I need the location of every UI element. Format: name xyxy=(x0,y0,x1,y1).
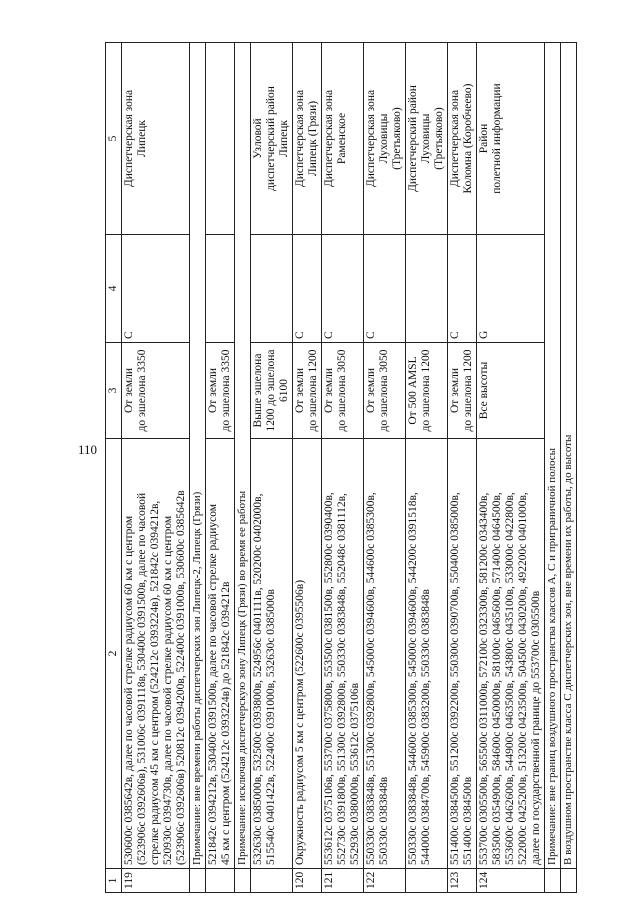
coordinate-line: 45 км с центром (524212с 0393224в) до 521842с 0394212в xyxy=(220,581,232,865)
coordinate-line: далее по государственной границе до 553700с 0305500в xyxy=(530,590,542,865)
coordinate-line: 521842с 0394212в, 530400с 0391500в, далее по часовой стрелке радиусом xyxy=(207,503,219,865)
class-cell xyxy=(406,235,448,343)
note-cell: Примечание: вне границ воздушного пространства классов А, С и приграничной полосы xyxy=(545,43,561,869)
table-row xyxy=(293,43,322,893)
note-cell: В воздушном пространстве класса С диспетчерских зон, вне времени их работы, до высоты xyxy=(561,43,577,869)
class-cell: G xyxy=(477,235,545,343)
table-row xyxy=(206,43,235,893)
row-number-cell xyxy=(545,869,561,893)
unit-line: Раменское xyxy=(336,112,348,165)
coordinates-cell xyxy=(406,439,448,869)
coordinates-cell xyxy=(251,439,293,869)
coordinate-line: 550330с 0383848в, 551300с 0392800в, 545000с 0394600в, 544600с 0385300в, xyxy=(365,492,377,865)
altitude-line: до эшелона 1200 xyxy=(307,349,319,432)
altitude-line: до эшелона 3050 xyxy=(378,349,390,432)
altitude-line: От земли xyxy=(365,367,377,414)
coordinate-line: 532630с 0385000в, 532500с 0393800в, 524956с 0401111в, 520200с 0402000в, xyxy=(252,493,264,865)
coordinates-cell xyxy=(477,439,545,869)
page-number: 110 xyxy=(78,442,98,457)
header-cell: 3 xyxy=(106,343,122,439)
rotated-table-container xyxy=(105,43,613,893)
altitude-line: От земли xyxy=(207,367,219,414)
altitude-cell xyxy=(322,343,364,439)
altitude-line: От 500 AMSL xyxy=(407,356,419,425)
table-row xyxy=(406,43,448,893)
coordinate-line: 551400с 0384500в xyxy=(462,776,474,865)
altitude-cell xyxy=(251,343,293,439)
coordinates-cell xyxy=(448,439,477,869)
unit-cell xyxy=(293,43,322,235)
header-row xyxy=(106,43,122,893)
header-cell: 4 xyxy=(106,235,122,343)
header-cell: 5 xyxy=(106,43,122,235)
note-row xyxy=(235,43,251,893)
altitude-line: 1200 до эшелона xyxy=(265,349,277,432)
unit-cell xyxy=(448,43,477,235)
coordinate-line: 515540с 0401422в, 522400с 0391000в, 532630с 0385000в xyxy=(265,589,277,865)
coordinate-line: 553612с 0375106в, 553700с 0375800в, 553500с 0381500в, 552800с 0390400в, xyxy=(323,492,335,865)
unit-line: Коломна (Коробчеево) xyxy=(462,83,474,194)
table-row xyxy=(251,43,293,893)
unit-cell xyxy=(477,43,545,235)
coordinate-line: (523906с 0392606в) 520812с 0394200в, 522400с 0391000в, 530600с 0385642в xyxy=(175,490,187,865)
note-row xyxy=(190,43,206,893)
unit-line: полетной информации xyxy=(491,83,503,194)
coordinate-line: стрелке радиусом 45 км с центром (524212с 0393224в), 521842с 0394212в, xyxy=(149,500,161,865)
altitude-line: до эшелона 3050 xyxy=(336,349,348,432)
coordinates-cell xyxy=(206,439,235,869)
unit-line: Луховицы xyxy=(378,113,390,164)
altitude-cell xyxy=(206,343,235,439)
unit-line: Диспетчерская зона xyxy=(294,89,306,188)
unit-line: Диспетчерская зона xyxy=(323,89,335,188)
altitude-line: От земли xyxy=(294,367,306,414)
row-number-cell xyxy=(406,869,448,893)
altitude-cell xyxy=(477,343,545,439)
altitude-line: От земли xyxy=(123,367,135,414)
unit-cell xyxy=(251,43,293,235)
coordinate-line: (523906с 0392606в), 531006с 0391118в, 530400с 0391500в, далее по часовой xyxy=(136,492,148,865)
altitude-line: до эшелона 1200 xyxy=(462,349,474,432)
header-cell: 1 xyxy=(106,869,122,893)
class-cell xyxy=(206,235,235,343)
class-cell: C xyxy=(322,235,364,343)
table-row xyxy=(364,43,406,893)
unit-line: Диспетчерская зона xyxy=(365,89,377,188)
unit-cell xyxy=(206,43,235,235)
row-number-cell: 122 xyxy=(364,869,406,893)
altitude-line: 6100 xyxy=(278,379,290,402)
unit-line: Липецк (Грязи) xyxy=(307,100,319,177)
coordinates-cell xyxy=(122,439,190,869)
unit-cell xyxy=(406,43,448,235)
coordinate-line: 553700с 0305500в, 565500с 0311000в, 572100с 0323300в, 581200с 0343400в, xyxy=(478,492,490,865)
unit-line: диспетчерский район xyxy=(265,86,277,191)
coordinate-line: 520930с 0394730в, далее по часовой стрелке радиусом 60 км с центром xyxy=(162,515,174,865)
coordinates-cell xyxy=(364,439,406,869)
table-row xyxy=(477,43,545,893)
coordinate-line: 552930с 0380000в, 553612с 0375106в xyxy=(349,682,361,865)
class-cell xyxy=(251,235,293,343)
unit-line: Район xyxy=(478,123,490,154)
coordinate-line: 550330с 0383848в xyxy=(378,776,390,865)
class-cell: C xyxy=(364,235,406,343)
altitude-line: до эшелона 3350 xyxy=(136,349,148,432)
header-cell: 2 xyxy=(106,439,122,869)
altitude-cell xyxy=(293,343,322,439)
altitude-line: От земли xyxy=(449,367,461,414)
row-number-cell: 119 xyxy=(122,869,190,893)
unit-line: Липецк xyxy=(136,120,148,157)
altitude-cell xyxy=(122,343,190,439)
altitude-cell xyxy=(406,343,448,439)
coordinates-cell xyxy=(293,439,322,869)
coordinate-line: 522000с 0425200в, 513200с 0423500в, 504500с 0430200в, 492200с 0401000в, xyxy=(517,492,529,865)
altitude-line: От земли xyxy=(323,367,335,414)
unit-line: (Третьяково) xyxy=(391,107,403,170)
table-row xyxy=(122,43,190,893)
altitude-line: Выше эшелона xyxy=(252,353,264,428)
coordinate-line: 583500с 0354900в, 584600с 0450000в, 581000с 0465600в, 571400с 0464500в, xyxy=(491,492,503,865)
class-cell: C xyxy=(122,235,190,343)
coordinate-line: 530600с 0385642в, далее по часовой стрелке радиусом 60 км с центром xyxy=(123,515,135,865)
row-number-cell xyxy=(206,869,235,893)
coordinate-line: 544000с 0384700в, 545900с 0383200в, 550330с 0383848в xyxy=(420,589,432,865)
coordinate-line: 552730с 0391800в, 551300с 0392800в, 550330с 0383848в, 552048с 0381112в, xyxy=(336,493,348,865)
row-number-cell xyxy=(251,869,293,893)
row-number-cell xyxy=(235,869,251,893)
table-row xyxy=(322,43,364,893)
coordinate-line: Окружность радиусом 5 км с центром (522600с 0395506в) xyxy=(294,579,306,865)
unit-cell xyxy=(364,43,406,235)
airspace-table xyxy=(105,42,577,893)
unit-line: (Третьяково) xyxy=(433,107,445,170)
note-cell: Примечание: исключая диспетчерскую зону Липецк (Грязи) во время ее работы xyxy=(235,43,251,869)
unit-line: Липецк xyxy=(278,120,290,157)
unit-cell xyxy=(122,43,190,235)
row-number-cell xyxy=(561,869,577,893)
coordinates-cell xyxy=(322,439,364,869)
row-number-cell: 123 xyxy=(448,869,477,893)
unit-cell xyxy=(322,43,364,235)
coordinate-line: 553600с 0462600в, 544900с 0463500в, 543800с 0435100в, 533000с 0422800в, xyxy=(504,492,516,865)
unit-line: Луховицы xyxy=(420,113,432,164)
altitude-cell xyxy=(448,343,477,439)
coordinate-line: 550330с 0383848в, 544600с 0385300в, 545000с 0394600в, 544200с 0391518в, xyxy=(407,492,419,865)
class-cell: C xyxy=(448,235,477,343)
note-row xyxy=(545,43,561,893)
altitude-line: до эшелона 3350 xyxy=(220,349,232,432)
class-cell: C xyxy=(293,235,322,343)
table-row xyxy=(448,43,477,893)
note-cell: Примечание: вне времени работы диспетчерских зон Липецк-2, Липецк (Грязи) xyxy=(190,43,206,869)
unit-line: Диспетчерская зона xyxy=(449,89,461,188)
unit-line: Диспетчерская зона xyxy=(123,89,135,188)
altitude-line: Все высоты xyxy=(478,361,490,420)
row-number-cell xyxy=(190,869,206,893)
unit-line: Узловой xyxy=(252,118,264,159)
note-row xyxy=(561,43,577,893)
coordinate-line: 551400с 0384500в, 551200с 0392200в, 550300с 0390700в, 550400с 0385000в, xyxy=(449,492,461,865)
row-number-cell: 124 xyxy=(477,869,545,893)
unit-line: Диспетчерский район xyxy=(407,85,419,192)
row-number-cell: 121 xyxy=(322,869,364,893)
altitude-line: до эшелона 1200 xyxy=(420,349,432,432)
row-number-cell: 120 xyxy=(293,869,322,893)
altitude-cell xyxy=(364,343,406,439)
